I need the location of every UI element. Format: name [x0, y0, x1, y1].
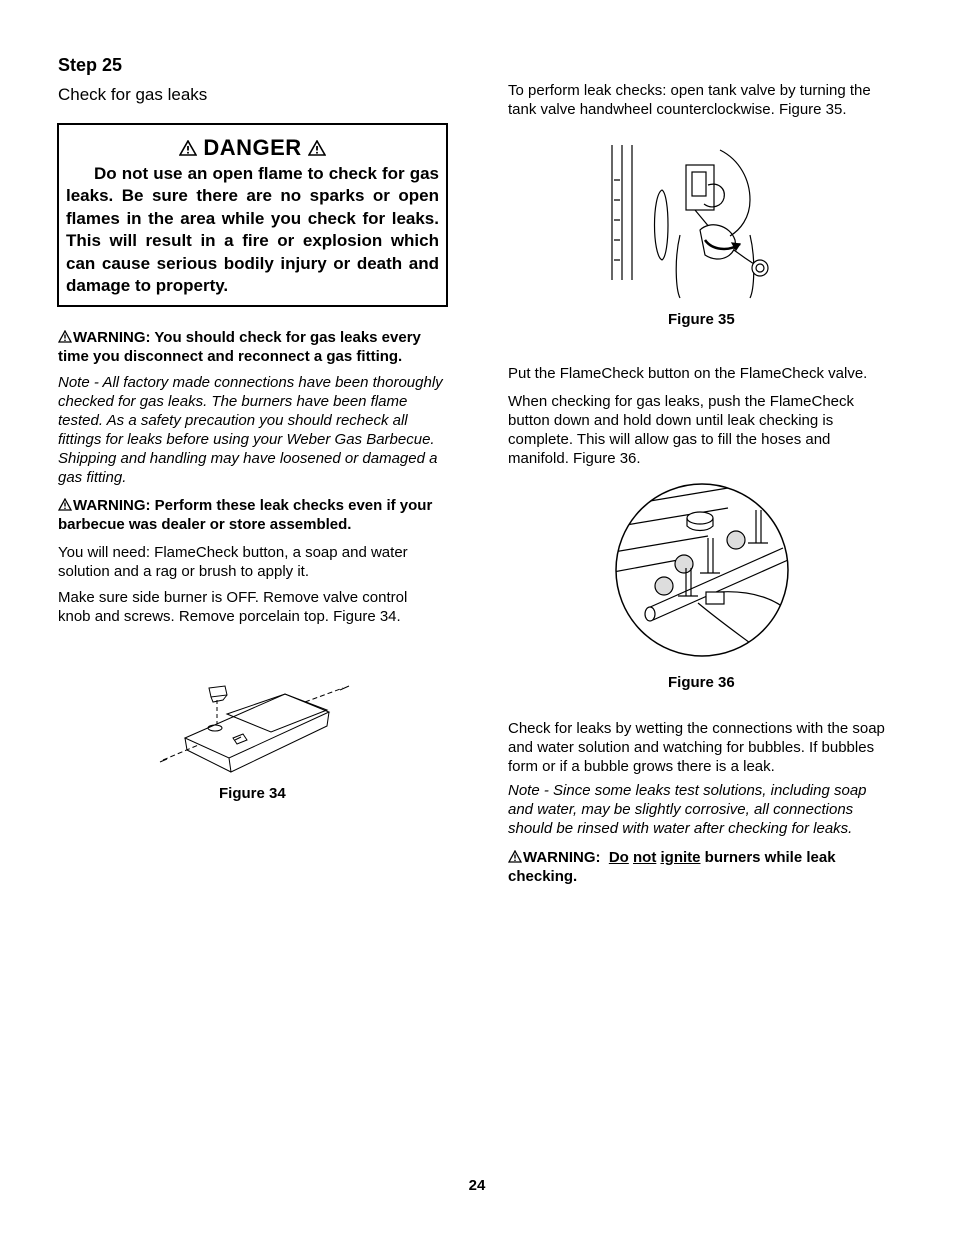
note-corrosive: Note - Since some leaks test solutions, including soap and water, may be slightly corrosive, all connections should be rinsed with water after checking for leaks.	[508, 782, 867, 837]
danger-heading	[59, 135, 446, 161]
warning-triangle-icon	[179, 140, 197, 156]
figure-36-illustration	[608, 478, 798, 664]
warning-triangle-icon	[508, 850, 522, 863]
figure-34-illustration	[155, 680, 355, 780]
danger-title: DANGER	[203, 135, 302, 160]
warning-do-not-ignite: WARNING: Do not ignite burners while leak checking.	[508, 849, 836, 885]
leak-check-intro: To perform leak checks: open tank valve by turning the tank valve handwheel counterclockwise. Figure 35.	[508, 82, 871, 118]
warning-triangle-icon	[58, 330, 72, 343]
figure-36-caption: Figure 36	[668, 674, 735, 691]
danger-box	[57, 123, 448, 307]
danger-text: Do not use an open flame to check for gas leaks. Be sure there are no sparks or open flames in the area while you check for leaks. This will result in a fire or explosion which can cause serious bodily injury or death and damage to property.	[66, 164, 439, 296]
flamecheck-put-text: Put the FlameCheck button on the FlameCheck valve.	[508, 365, 868, 382]
check-leaks-text: Check for leaks by wetting the connections with the soap and water solution and watching for bubbles. If bubbles form or if a bubble grows there is a leak.	[508, 720, 885, 775]
warning-triangle-icon	[308, 140, 326, 156]
page-number: 24	[468, 1177, 486, 1194]
figure-34-caption: Figure 34	[219, 785, 286, 802]
step-subtitle: Check for gas leaks	[58, 85, 208, 104]
figure-35-caption: Figure 35	[668, 311, 735, 328]
you-will-need-text: You will need: FlameCheck button, a soap and water solution and a rag or brush to apply it.	[58, 544, 408, 580]
flamecheck-push-text: When checking for gas leaks, push the FlameCheck button down and hold down until leak checking is complete. This will allow gas to fill the hoses and manifold. Figure 36.	[508, 393, 855, 467]
side-burner-text: Make sure side burner is OFF. Remove valve control knob and screws. Remove porcelain top. Figure 34.	[58, 589, 408, 625]
figure-35-illustration	[600, 140, 790, 300]
warning-triangle-icon	[58, 498, 72, 511]
warning-leak-check: WARNING: You should check for gas leaks every time you disconnect and reconnect a gas fitting.	[58, 329, 421, 365]
warning-dealer-assembled: WARNING: Perform these leak checks even if your barbecue was dealer or store assembled.	[58, 497, 433, 533]
note-factory-connections: Note - All factory made connections have been thoroughly checked for gas leaks. The burners have been flame tested. As a safety precaution you should recheck all fittings for leaks before using your Weber Gas Barbecue. Shipping and handling may have loosened or damaged a gas fitting.	[58, 374, 443, 486]
step-title: Step 25	[58, 55, 123, 75]
